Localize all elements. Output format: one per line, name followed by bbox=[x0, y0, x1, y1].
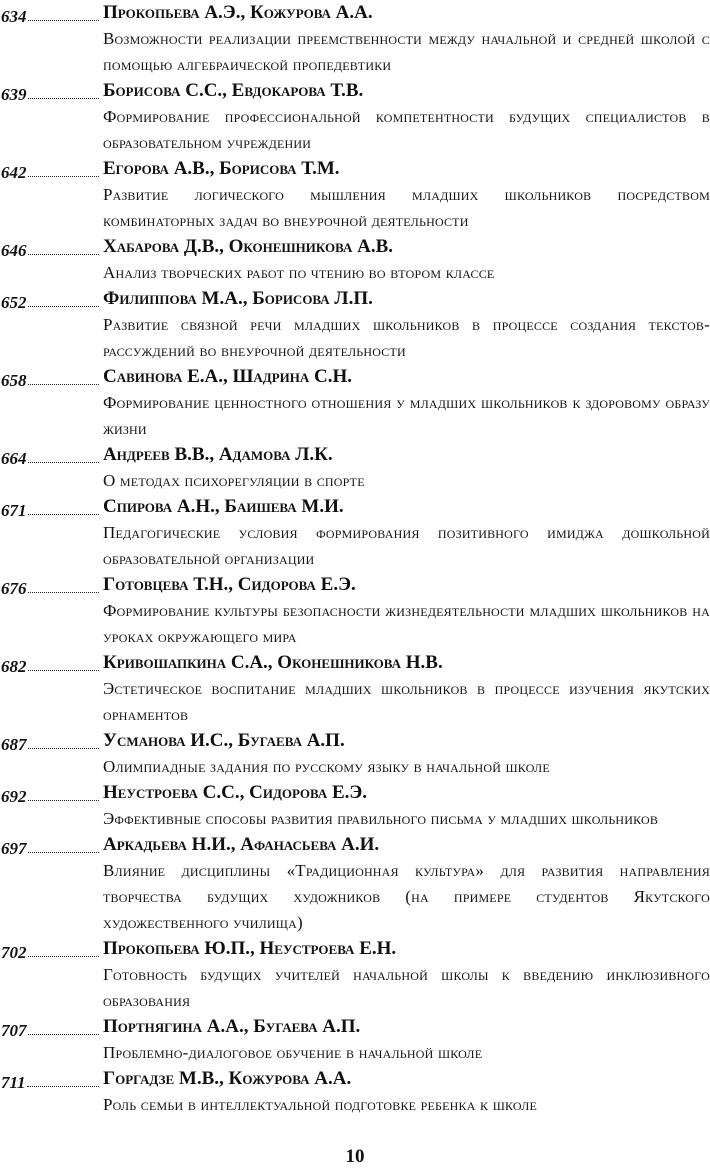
page-number: 664 bbox=[1, 449, 27, 468]
entry-authors: Прокопьева Ю.П., Неустроева Е.Н. bbox=[103, 938, 397, 959]
dot-leader bbox=[28, 98, 100, 99]
entry-title: Формирование профессиональной компетентности будущих специалистов в образовательном учреждении bbox=[103, 107, 710, 152]
page-number: 682 bbox=[1, 657, 27, 676]
page-number: 642 bbox=[1, 163, 27, 182]
dot-leader bbox=[27, 1086, 99, 1087]
dot-leader bbox=[28, 1034, 100, 1035]
dot-leader bbox=[28, 748, 100, 749]
dot-leader bbox=[28, 462, 100, 463]
page-number: 711 bbox=[1, 1073, 26, 1092]
page-number: 639 bbox=[1, 85, 27, 104]
footer-page-number: 10 bbox=[345, 1146, 365, 1167]
toc-entry bbox=[0, 832, 710, 936]
toc-entry bbox=[0, 572, 710, 650]
toc-entry bbox=[0, 1014, 710, 1066]
page-number: 658 bbox=[1, 371, 27, 390]
dot-leader bbox=[28, 254, 100, 255]
page-number: 697 bbox=[1, 839, 27, 858]
dot-leader bbox=[28, 514, 100, 515]
page-number: 707 bbox=[1, 1021, 27, 1040]
entry-authors: Горгадзе М.В., Кожурова А.А. bbox=[103, 1068, 352, 1089]
page-number: 687 bbox=[1, 735, 27, 754]
entry-authors: Андреев В.В., Адамова Л.К. bbox=[103, 444, 333, 465]
entry-authors: Борисова С.С., Евдокарова Т.В. bbox=[103, 80, 364, 101]
page-number: 652 bbox=[1, 293, 27, 312]
page-number: 671 bbox=[1, 501, 27, 520]
dot-leader bbox=[28, 670, 100, 671]
entry-title: Проблемно-диалоговое обучение в начальной школе bbox=[103, 1043, 483, 1062]
entry-title: Олимпиадные задания по русскому языку в начальной школе bbox=[103, 757, 550, 776]
dot-leader bbox=[28, 956, 100, 957]
dot-leader bbox=[28, 592, 100, 593]
toc-entry bbox=[0, 494, 710, 572]
page-number: 646 bbox=[1, 241, 27, 260]
toc-entry bbox=[0, 0, 710, 78]
toc-entry bbox=[0, 234, 710, 286]
toc-entry bbox=[0, 286, 710, 364]
entry-title: О методах психорегуляции в спорте bbox=[103, 471, 365, 490]
entry-authors: Егорова А.В., Борисова Т.М. bbox=[103, 158, 340, 179]
entry-authors: Усманова И.С., Бугаева А.П. bbox=[103, 730, 345, 751]
dot-leader bbox=[28, 384, 100, 385]
page-number: 676 bbox=[1, 579, 27, 598]
page-number: 634 bbox=[1, 7, 27, 26]
toc-entry bbox=[0, 936, 710, 1014]
entry-title: Эстетическое воспитание младших школьников в процессе изучения якутских орнаментов bbox=[103, 679, 710, 724]
page-number: 702 bbox=[1, 943, 27, 962]
entry-title: Роль семьи в интеллектуальной подготовке ребенка к школе bbox=[103, 1095, 538, 1114]
entry-title: Эффективные способы развития правильного письма у младших школьников bbox=[103, 809, 659, 828]
toc-entry bbox=[0, 728, 710, 780]
entry-authors: Филиппова М.А., Борисова Л.П. bbox=[103, 288, 373, 309]
entry-authors: Портнягина А.А., Бугаева А.П. bbox=[103, 1016, 361, 1037]
entry-authors: Хабарова Д.В., Оконешникова А.В. bbox=[103, 236, 394, 257]
page-number: 692 bbox=[1, 787, 27, 806]
entry-title: Анализ творческих работ по чтению во втором классе bbox=[103, 263, 495, 282]
dot-leader bbox=[28, 852, 100, 853]
toc-entry bbox=[0, 442, 710, 494]
entry-title: Формирование ценностного отношения у младших школьников к здоровому образу жизни bbox=[103, 393, 710, 438]
entry-title: Развитие связной речи младших школьников в процессе создания текстов-рассуждений во внеурочной деятельности bbox=[103, 315, 710, 360]
toc-entry bbox=[0, 1066, 710, 1118]
entry-authors: Спирова А.Н., Баишева М.И. bbox=[103, 496, 344, 517]
entry-authors: Аркадьева Н.И., Афанасьева А.И. bbox=[103, 834, 380, 855]
entry-authors: Савинова Е.А., Шадрина С.Н. bbox=[103, 366, 352, 387]
dot-leader bbox=[28, 306, 100, 307]
entry-title: Готовность будущих учителей начальной школы к введению инклюзивного образования bbox=[103, 965, 710, 1010]
dot-leader bbox=[28, 800, 100, 801]
toc-entry bbox=[0, 78, 710, 156]
dot-leader bbox=[28, 176, 100, 177]
entry-title: Возможности реализации преемственности между начальной и средней школой с помощью алгебраической пропедевтики bbox=[103, 29, 710, 74]
entry-title: Влияние дисциплины «Традиционная культура» для развития направления творчества будущих художников (на примере студентов Якутского художественного училища) bbox=[103, 861, 710, 932]
entry-authors: Готовцева Т.Н., Сидорова Е.Э. bbox=[103, 574, 356, 595]
entry-title: Формирование культуры безопасности жизнедеятельности младших школьников на уроках окружающего мира bbox=[103, 601, 710, 646]
entry-authors: Прокопьева А.Э., Кожурова А.А. bbox=[103, 2, 373, 23]
entry-title: Развитие логического мышления младших школьников посредством комбинаторных задач во внеурочной деятельности bbox=[103, 185, 710, 230]
toc-entry bbox=[0, 780, 710, 832]
entry-authors: Кривошапкина С.А., Оконешникова Н.В. bbox=[103, 652, 443, 673]
dot-leader bbox=[28, 20, 100, 21]
entry-authors: Неустроева С.С., Сидорова Е.Э. bbox=[103, 782, 368, 803]
toc-entry bbox=[0, 364, 710, 442]
entry-title: Педагогические условия формирования позитивного имиджа дошкольной образовательной организации bbox=[103, 523, 710, 568]
toc-entry bbox=[0, 650, 710, 728]
toc-entry bbox=[0, 156, 710, 234]
